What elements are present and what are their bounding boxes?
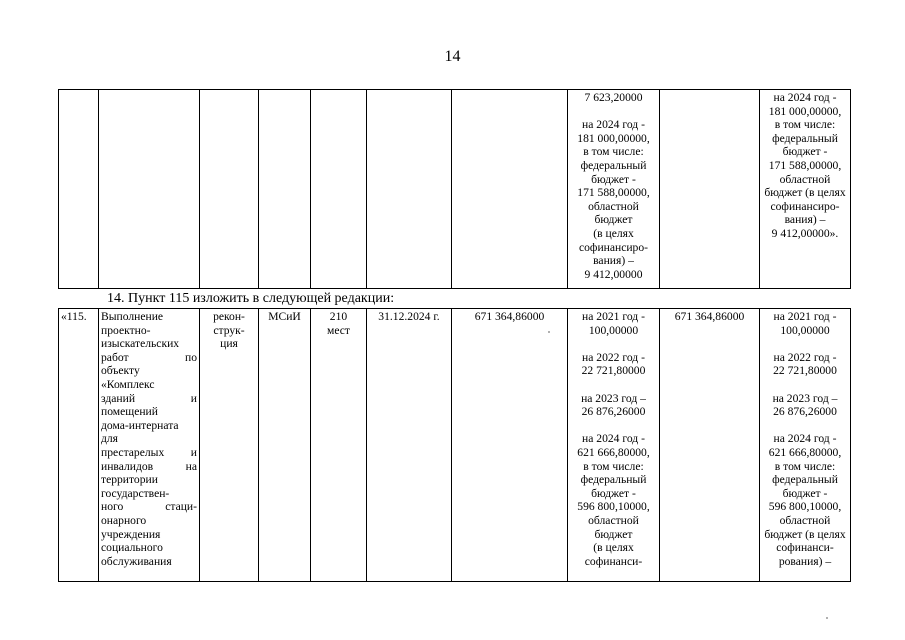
description-line: обслуживания bbox=[101, 554, 172, 568]
table-cell bbox=[367, 90, 452, 289]
customer-cell: МСиИ bbox=[259, 309, 311, 582]
description-line: объекту bbox=[101, 364, 140, 378]
description-word: по bbox=[184, 350, 197, 364]
table-row bbox=[59, 90, 851, 289]
description-word: на bbox=[185, 459, 197, 473]
scan-speck bbox=[826, 617, 828, 619]
description-word: ного bbox=[101, 500, 124, 514]
description-line: дома-интерната bbox=[101, 418, 179, 432]
description-word: и bbox=[190, 391, 197, 405]
description-line: помещений bbox=[101, 405, 158, 419]
table-cell bbox=[200, 90, 259, 289]
description-line bbox=[101, 392, 197, 406]
description-word: работ bbox=[101, 350, 129, 364]
table-cell bbox=[452, 90, 568, 289]
description-word: зданий bbox=[101, 391, 136, 405]
description-line: государствен- bbox=[101, 486, 170, 500]
description-line bbox=[101, 351, 197, 365]
funding-schedule-cell: на 2021 год - 100,00000 на 2022 год - 22 721,80000 на 2023 год – 26 876,26000 на 2024 год - 621 666,80000, в том числе: федеральный бюджет - 596 800,10000, областной бюджет (в целях софинанси- bbox=[568, 309, 660, 582]
funding-schedule-cell: на 2024 год - 181 000,00000, в том числе: федеральный бюджет - 171 588,00000, областной бюджет (в целях софинансиро- вания) – 9 412,00000». bbox=[760, 90, 851, 289]
page-number: 14 bbox=[444, 48, 461, 65]
table-cell bbox=[99, 90, 200, 289]
description-word: инвалидов bbox=[101, 459, 154, 473]
description-line: онарного bbox=[101, 513, 147, 527]
item-number-cell: «115. bbox=[59, 309, 99, 582]
table-cell bbox=[311, 90, 367, 289]
object-description-cell bbox=[99, 309, 200, 582]
description-line: проектно- bbox=[101, 323, 151, 337]
item-115-table bbox=[58, 308, 851, 582]
total-cost-cell: 671 364,86000 bbox=[452, 309, 568, 582]
continuation-table bbox=[58, 89, 851, 289]
scan-speck bbox=[548, 331, 550, 333]
total-cost-cell: 671 364,86000 bbox=[660, 309, 760, 582]
description-line: для bbox=[101, 432, 119, 446]
description-line bbox=[101, 500, 197, 514]
table-row bbox=[59, 309, 851, 582]
table-cell bbox=[660, 90, 760, 289]
description-word: престарелых bbox=[101, 445, 165, 459]
deadline-cell: 31.12.2024 г. bbox=[367, 309, 452, 582]
description-lines bbox=[101, 310, 197, 568]
work-type-cell: рекон- струк- ция bbox=[200, 309, 259, 582]
description-line: изыскательских bbox=[101, 337, 180, 351]
description-line bbox=[101, 446, 197, 460]
description-word: и bbox=[190, 445, 197, 459]
funding-schedule-cell: 7 623,20000 на 2024 год - 181 000,00000, в том числе: федеральный бюджет - 171 588,00000, областной бюджет (в целях софинансиро- вания) – 9 412,00000 bbox=[568, 90, 660, 289]
table-cell bbox=[59, 90, 99, 289]
description-line: «Комплекс bbox=[101, 377, 155, 391]
description-word: стаци- bbox=[165, 500, 197, 514]
section-heading: 14. Пункт 115 изложить в следующей редакции: bbox=[107, 291, 395, 306]
funding-schedule-cell: на 2021 год - 100,00000 на 2022 год - 22 721,80000 на 2023 год – 26 876,26000 на 2024 год - 621 666,80000, в том числе: федеральный бюджет - 596 800,10000, областной бюджет (в целях софинанси- рования) – bbox=[760, 309, 851, 582]
description-line bbox=[101, 460, 197, 474]
description-line: социального bbox=[101, 541, 163, 555]
description-line: Выполнение bbox=[101, 310, 164, 323]
description-line: учреждения bbox=[101, 527, 161, 541]
description-line: территории bbox=[101, 473, 158, 487]
capacity-cell: 210 мест bbox=[311, 309, 367, 582]
table-cell bbox=[259, 90, 311, 289]
